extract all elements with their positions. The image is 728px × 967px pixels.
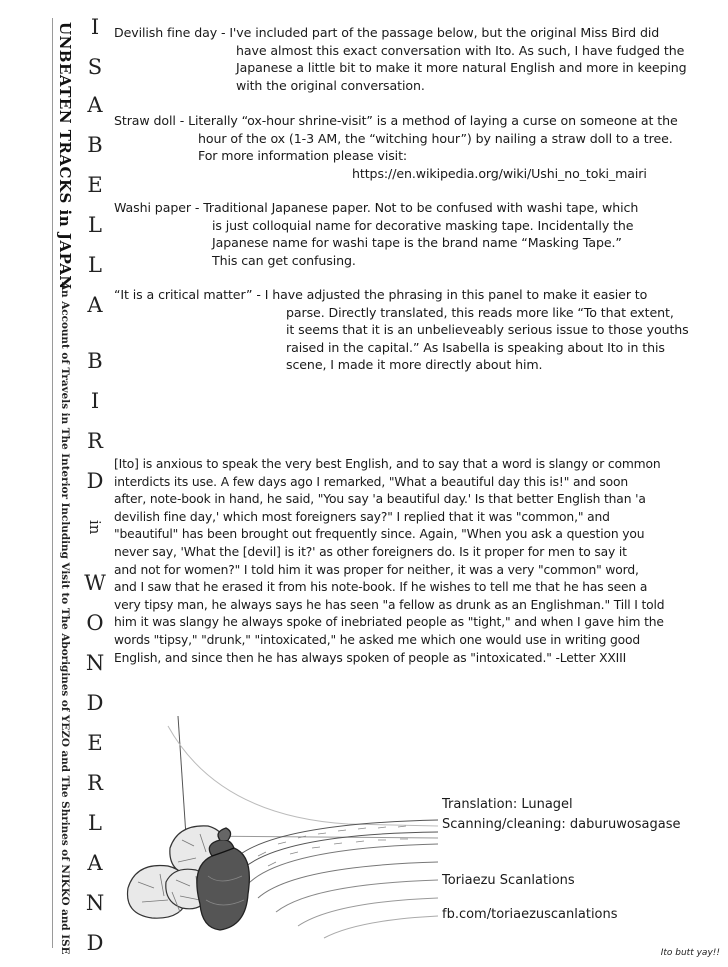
- illustration-stones-and-sack: [108, 716, 448, 956]
- spine-letter: B: [87, 133, 103, 157]
- spine-lettering: [82, 14, 108, 964]
- quote-line: [Ito] is anxious to speak the very best English, and to say that a word is slangy or common: [114, 457, 661, 471]
- note-line: Japanese a little bit to make it more natural English and more in keeping: [236, 60, 687, 76]
- spine-letter: L: [88, 811, 102, 835]
- wikipedia-url: https://en.wikipedia.org/wiki/Ushi_no_toki_mairi: [352, 165, 647, 181]
- quote-line: interdicts its use. A few days ago I remarked, "What a beautiful day this is!" and soon: [114, 474, 629, 489]
- note-line: This can get confusing.: [212, 252, 356, 268]
- spine-letter: W: [84, 571, 106, 595]
- facebook-link[interactable]: fb.com/toriaezuscanlations: [442, 907, 618, 922]
- note-critical-matter: [114, 286, 689, 374]
- spine-letter: D: [86, 691, 104, 715]
- quote-line: devilish fine day,' which most foreigners say?" I replied that it was "common," and: [114, 509, 610, 524]
- note-line: For more information please visit:: [198, 148, 408, 164]
- translator-credit: Translation: Lunagel: [442, 797, 573, 812]
- note-line: parse. Directly translated, this reads more like “To that extent,: [286, 304, 674, 320]
- quote-line: after, note-book in hand, he said, "You say 'a beautiful day.' Is that better English than 'a: [114, 492, 646, 507]
- note-line: with the original conversation.: [236, 77, 425, 93]
- letter-xxiii-quote: [114, 456, 664, 667]
- spine-letter: I: [90, 389, 100, 413]
- spine-letter: D: [86, 931, 104, 955]
- spine-letter: A: [87, 293, 103, 317]
- spine-divider: [52, 18, 53, 948]
- spine-letter: in: [86, 520, 104, 535]
- note-line: hour of the ox (1-3 AM, the “witching hour”) by nailing a straw doll to a tree.: [198, 130, 673, 146]
- note-line: “It is a critical matter” - I have adjusted the phrasing in this panel to make it easier to: [114, 287, 648, 302]
- quote-line: and I saw that he erased it from his note-book. If he wishes to tell me that he has seen a: [114, 580, 648, 595]
- note-line: Japanese name for washi tape is the brand name “Masking Tape.”: [212, 235, 622, 251]
- spine-letter: R: [87, 771, 103, 795]
- series-subtitle: An Account of Travels in The Interior Including Visit to The Aborigines of YEZO and The Shrines of NIKKO and ISE: [59, 282, 71, 955]
- scanlation-group: Toriaezu Scanlations: [442, 873, 575, 888]
- spine-letter: S: [87, 55, 103, 79]
- quote-line: words "tipsy," "drunk," "intoxicated," he asked me which one would use in writing good: [114, 632, 641, 647]
- note-line: Devilish fine day - I've included part of the passage below, but the original Miss Bird did: [114, 25, 660, 40]
- spine-letter: D: [86, 469, 104, 493]
- spine-letter: A: [87, 93, 103, 117]
- spine-letter: B: [87, 349, 103, 373]
- note-line: scene, I made it more directly about him.: [286, 357, 543, 373]
- note-line: Washi paper - Traditional Japanese paper. Not to be confused with washi tape, which: [114, 200, 639, 215]
- spine-letter: L: [88, 213, 102, 237]
- series-title: UNBEATEN TRACKS in JAPAN: [56, 22, 74, 290]
- spine-letter: E: [87, 173, 103, 197]
- note-line: Straw doll - Literally “ox-hour shrine-visit” is a method of laying a curse on someone at the: [114, 113, 678, 128]
- spine-letter: R: [87, 429, 103, 453]
- spine-letter: L: [88, 253, 102, 277]
- spine-letter: O: [86, 611, 104, 635]
- quote-line: "beautiful" has been brought out frequently since. Again, "When you ask a question you: [114, 527, 645, 542]
- spine-letter: I: [90, 15, 100, 39]
- note-washi-paper: [114, 199, 638, 269]
- quote-line: and not for women?" I told him it was proper for neither, it was a very "common" word,: [114, 562, 639, 577]
- spine-letter: E: [87, 731, 103, 755]
- note-line: it seems that it is an unbelieveably serious issue to those youths: [286, 322, 689, 338]
- spine-letter: N: [85, 891, 105, 915]
- quote-line: English, and since then he has always spoken of people as "intoxicated." -Letter XXIII: [114, 650, 627, 665]
- quote-line: very tipsy man, he always says he has seen "a fellow as drunk as an Englishman." Till I told: [114, 597, 665, 612]
- spine-letter: A: [87, 851, 103, 875]
- footer-note: Ito butt yay!!: [660, 948, 720, 958]
- quote-line: him it was slangy he always spoke of inebriated people as "tight," and when I gave him the: [114, 615, 664, 630]
- note-line: is just colloquial name for decorative masking tape. Incidentally the: [212, 217, 634, 233]
- spine-letter: N: [85, 651, 105, 675]
- quote-line: never say, 'What the [devil] is it?' as other foreigners do. Is it proper for men to say it: [114, 544, 627, 559]
- note-devilish-fine-day: [114, 24, 687, 94]
- note-line: have almost this exact conversation with Ito. As such, I have fudged the: [236, 42, 685, 58]
- note-straw-doll: [114, 112, 678, 182]
- scanning-credit: Scanning/cleaning: daburuwosagase: [442, 817, 681, 832]
- note-line: raised in the capital.” As Isabella is speaking about Ito in this: [286, 339, 665, 355]
